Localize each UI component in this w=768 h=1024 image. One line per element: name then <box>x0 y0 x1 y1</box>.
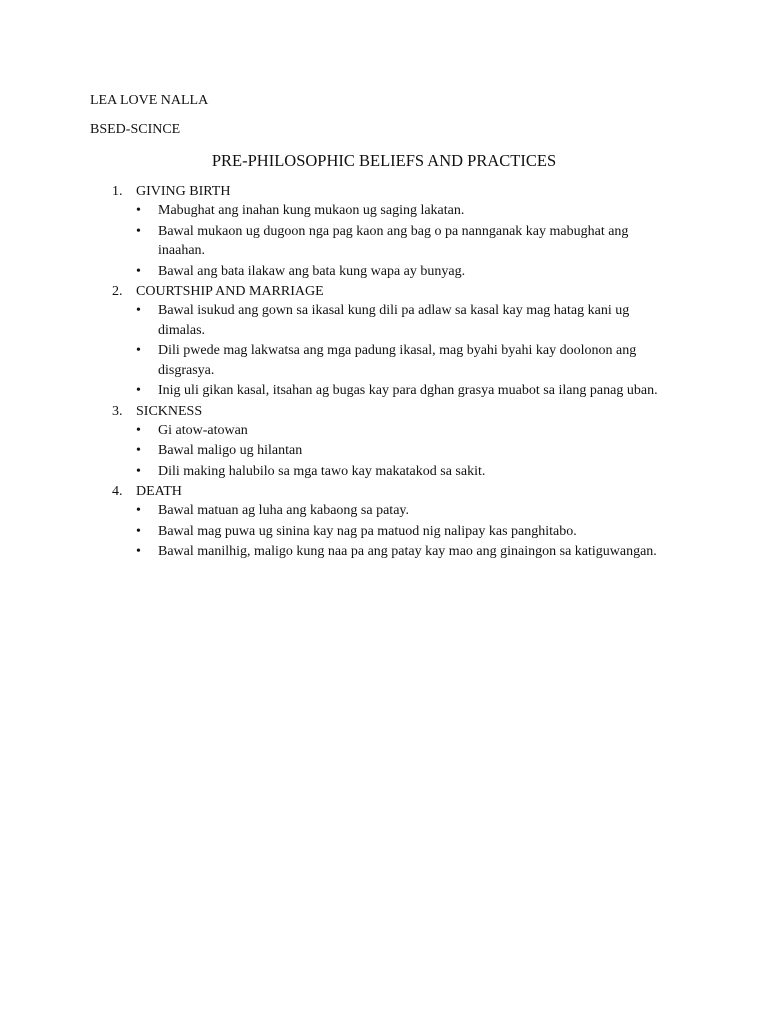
bullet-icon: • <box>136 503 141 518</box>
section-heading <box>0 402 768 421</box>
author-name: LEA LOVE NALLA <box>90 93 209 108</box>
section-number: 3. <box>112 403 123 419</box>
section-title: DEATH <box>136 484 182 499</box>
bullet-icon: • <box>136 422 141 438</box>
list-item <box>0 522 678 542</box>
section-title: GIVING BIRTH <box>136 184 231 199</box>
bullet-icon: • <box>136 263 141 279</box>
list-item <box>0 542 678 562</box>
list-item <box>0 441 678 461</box>
list-item-text: Bawal matuan ag luha ang kabaong sa patay. <box>158 503 410 518</box>
list-item <box>0 262 678 282</box>
list-item <box>0 421 678 441</box>
bullet-icon: • <box>136 223 141 239</box>
list-item <box>0 462 678 482</box>
list-item <box>0 341 678 380</box>
section-number: 2. <box>112 284 123 299</box>
list-item-text: Dili pwede mag lakwatsa ang mga padung ikasal, mag byahi byahi kay doolonon ang disgrasya. <box>158 343 637 378</box>
bullet-icon: • <box>136 443 141 458</box>
section-title: SICKNESS <box>136 403 203 419</box>
section-list <box>0 182 768 563</box>
list-item-text: Bawal mukaon ug dugoon nga pag kaon ang bag o pa nannganak kay mabughat ang inaahan. <box>158 223 629 258</box>
list-item-text: Bawal manilhig, maligo kung naa pa ang patay kay mao ang ginaingon sa katiguwangan. <box>158 544 657 559</box>
list-item-text: Inig uli gikan kasal, itsahan ag bugas kay para dghan grasya muabot sa ilang panag uban. <box>158 383 658 398</box>
section-number: 4. <box>112 484 123 499</box>
list-item <box>0 381 678 401</box>
list-item-text: Mabughat ang inahan kung mukaon ug saging lakatan. <box>158 203 465 218</box>
list-item <box>0 201 678 221</box>
bullet-icon: • <box>136 523 141 539</box>
section-giving-birth <box>0 182 768 281</box>
list-item <box>0 501 678 521</box>
section-courtship-and-marriage <box>0 282 768 401</box>
course-name: BSED-SCINCE <box>90 122 181 137</box>
list-item-text: Bawal maligo ug hilantan <box>158 443 303 458</box>
section-death <box>0 482 768 562</box>
bullet-icon: • <box>136 544 141 559</box>
section-title: COURTSHIP AND MARRIAGE <box>136 284 324 299</box>
bullet-icon: • <box>136 463 141 479</box>
list-item <box>0 222 678 261</box>
bullet-icon: • <box>136 303 141 318</box>
list-item-text: Gi atow-atowan <box>158 422 248 438</box>
section-heading <box>0 282 768 301</box>
section-sickness <box>0 402 768 482</box>
bullet-icon: • <box>136 383 141 398</box>
section-number: 1. <box>112 184 123 199</box>
list-item-text: Bawal mag puwa ug sinina kay nag pa matuod nig nalipay kas panghitabo. <box>158 523 577 539</box>
list-item-text: Bawal isukud ang gown sa ikasal kung dili pa adlaw sa kasal kay mag hatag kani ug dimalas. <box>158 303 630 338</box>
document-title: PRE-PHILOSOPHIC BELIEFS AND PRACTICES <box>211 151 557 170</box>
list-item <box>0 301 678 340</box>
bullet-icon: • <box>136 203 141 218</box>
section-heading <box>0 182 768 201</box>
section-heading <box>0 482 768 501</box>
list-item-text: Dili making halubilo sa mga tawo kay makatakod sa sakit. <box>158 463 486 479</box>
list-item-text: Bawal ang bata ilakaw ang bata kung wapa ay bunyag. <box>158 263 466 279</box>
bullet-icon: • <box>136 343 141 358</box>
